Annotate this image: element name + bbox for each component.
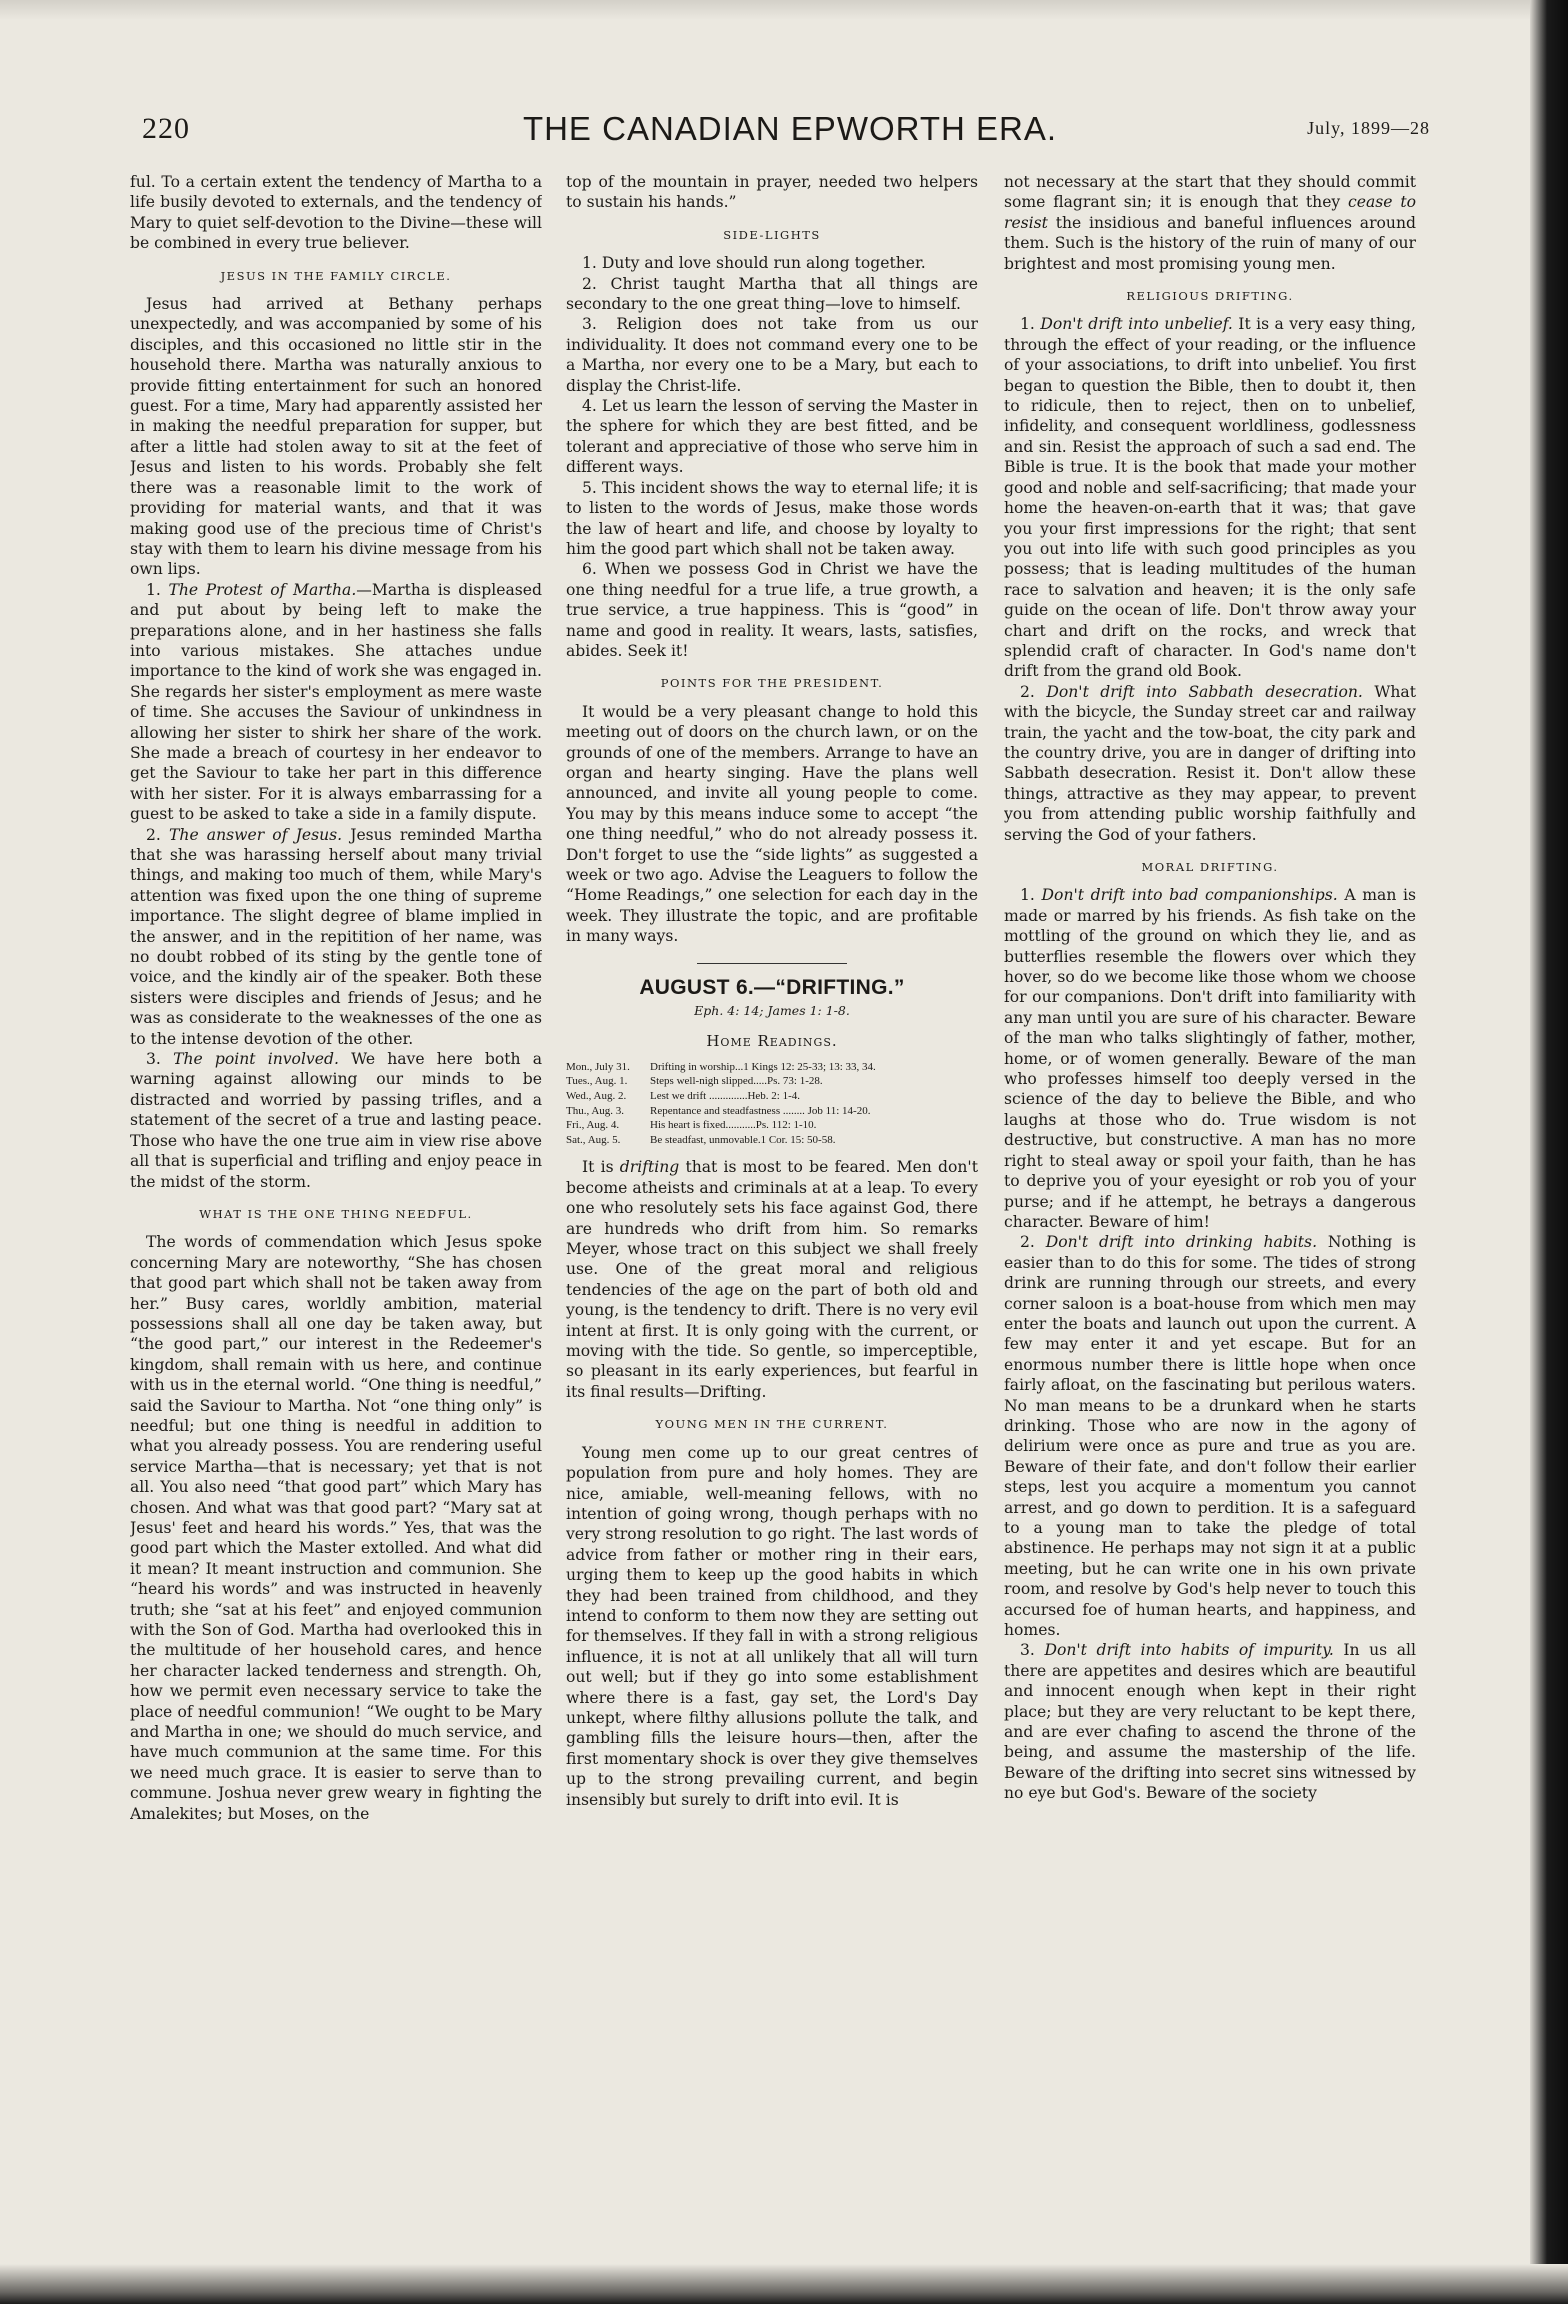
item-heading: The Protest of Martha. [168,580,357,599]
paragraph: Young men come up to our great centres of population from pure and holy homes. They are nice, amiable, well-meaning fellows, with no intention of going wrong, though perhaps with no very strong resolution to go right. The last words of advice from father or mother ring in their ears, urging them to keep up the good habits in which they had been trained from childhood, and they intend to conform to them now they are setting out for themselves. If they fall in with a strong religious influence, it is not at all unlikely that all will turn out well; but if they go into some establishment where there is a fast, gay set, the Lord's Day unkept, where filthy allusions pollute the talk, and gambling fills the leisure hours—then, after the first momentary shock is over they give themselves up to the strong prevailing current, and begin insensibly but surely to drift into evil. It is [566,1443,978,1809]
reading-day: Thu., Aug. 3. [566,1104,625,1117]
item-heading: The point involved. [173,1050,339,1069]
item-number: 2. [146,825,161,844]
reading-row [566,1118,978,1133]
section-heading: SIDE-LIGHTS [723,227,821,242]
list-item: 6. When we possess God in Christ we have the one thing needful for a true life, a true growth, a true service, a true happiness. This is “good” in name and good in reality. It wears, lasts, satisfies, abides. Seek it! [566,560,978,660]
paragraph [1004,1232,1416,1640]
item-number: 3. [146,1050,161,1069]
divider-rule [697,963,847,964]
paragraph [130,1049,542,1192]
paragraph: ful. To a certain extent the tendency of Martha to a life busily devoted to externals, and the tendency of Mary to quiet self-devotion to the Divine—these will be combined in every true believer. [130,173,542,253]
reading-day: Wed., Aug. 2. [566,1090,627,1103]
item-number: 1. [1020,315,1035,334]
section-heading: POINTS FOR THE PRESIDENT. [660,676,884,691]
reading-text: Be steadfast, unmovable.1 Cor. 15: 50-58. [650,1133,836,1146]
item-number: 1. [1020,886,1035,905]
item-text: —Martha is displeased and put about by being left to make the preparations alone, and in her hastiness she falls into various mistakes. She attaches undue importance to the kind of work she was engaged in. She regards her sister's employment as mere waste of time. She accuses the Saviour of unkindness in allowing her sister to shirk her share of the work. She made a breach of courtesy in her endeavor to get the Saviour to take her part in this difference with her sister. For it is always embarrassing for a guest to be asked to take a side in a family dispute. [130,580,542,824]
reading-day: Tues., Aug. 1. [566,1075,628,1088]
scripture-reference: Eph. 4: 14; James 1: 1-8. [694,1003,850,1019]
reading-text: Drifting in worship...1 Kings 12: 25-33; 13: 33, 34. [650,1060,876,1073]
topic-title: AUGUST 6.—“DRIFTING.” [639,975,905,999]
item-text: A man is made or marred by his friends. As fish take on the mottling of the ground on which they lie, and as butterflies resemble the flowers over which they hover, so do we become like those whom we choose for our companions. Don't drift into familiarity with any man until you are sure of his character. Beware of the man who talks slightingly of father, mother, home, or of women generally. Beware of the man who professes himself too deeply versed in the science of the day to believe the Bible, and who laughs at those who do. True wisdom is not destructive, but constructive. A man has no more right to steal away or spoil your faith, than he has to deprive you of your eyesight or rob you of your purse; and if he attempt, he betrays a dangerous character. Beware of him! [1004,886,1416,1231]
emphasis: drifting [619,1158,680,1177]
item-text: We have here both a warning against allowing our minds to be distracted and worried by passing trifles, and a statement of the secret of a true and lasting peace. Those who have the one true aim in view rise above all that is superficial and trifling and enjoy peace in the midst of the storm. [130,1050,542,1191]
text-columns [130,172,1450,2240]
reading-text: Lest we drift ..............Heb. 2: 1-4. [650,1090,800,1103]
reading-day: Fri., Aug. 4. [566,1119,620,1132]
text-run: not necessary at the start that they should commit some flagrant sin; it is enough that they [1004,173,1416,212]
reading-text: Repentance and steadfastness ........ Job 11: 14-20. [650,1104,871,1117]
paragraph [1004,172,1416,274]
paragraph: top of the mountain in prayer, needed two helpers to sustain his hands.” [566,173,978,212]
home-readings-table [566,1060,978,1148]
item-number: 1. [146,580,161,599]
reading-row [566,1074,978,1089]
paragraph [130,825,542,1049]
reading-text: His heart is fixed...........Ps. 112: 1-10. [650,1119,817,1132]
emphasis: cease to resist [1004,193,1416,232]
item-text: It is a very easy thing, through the effect of your reading, or the influence of your associations, to drift into unbelief. You first began to question the Bible, then to doubt it, then to ridicule, then to reject, then on to unbelief, infidelity, and consequent worldliness, godlessness and sin. Resist the approach of such a sad end. The Bible is true. It is the book that made your mother good and noble and self-sacrificing; that made your home the heaven-on-earth that it was; that gave you your first impressions for the right; that sent you out into life with such good principles as you possess; that is leading multitudes of the human race to salvation and heaven; it is the only safe guide on the ocean of life. Don't throw away your chart and drift on the rocks, and wreck that splendid craft of character. In God's name don't drift from the grand old Book. [1004,315,1416,681]
section-heading: MORAL DRIFTING. [1141,860,1279,874]
paragraph [1004,682,1416,845]
readings-heading: Home Readings. [706,1032,838,1051]
item-text: Jesus reminded Martha that she was harassing herself about many trivial things, and making too much of them, while Mary's attention was fixed upon the one thing of supreme importance. The slight degree of blame implied in the answer, and in the repitition of her name, was no doubt robbed of its sting by the gentle tone of voice, and the kindly air of the speaker. Both these sisters were disciples and friends of Jesus; and he was as considerate to the weaknesses of the one as to the intense devotion of the other. [130,825,542,1048]
column-3 [1004,172,1416,2240]
text-run: that is most to be feared. Men don't become atheists and criminals at at a leap. To every one who resolutely sets his face against God, there are hundreds who drift from him. So remarks Meyer, whose tract on this subject we shall freely use. One of the great moral and religious tendencies of the age on the part of both old and young, is the tendency to drift. There is no very evil intent at first. It is only going with the current, or moving with the tide. So gentle, so imperceptible, so pleasant in its early experiences, but fearful in its final results—Drifting. [566,1158,978,1401]
column-2 [566,172,978,2240]
reading-day: Mon., July 31. [566,1060,630,1073]
item-heading: Don't drift into habits of impurity. [1044,1641,1334,1660]
paragraph: It would be a very pleasant change to hold this meeting out of doors on the church lawn, or on the grounds of one of the members. Arrange to have an organ and hearty singing. Have the plans well announced, and invite all young people to come. You may by this means induce some to accept “the one thing needful,” who do not already possess it. Don't forget to use the “side lights” as suggested a week or two ago. Advise the Leaguers to follow the “Home Readings,” one selection for each day in the week. They illustrate the topic, and are profitable in many ways. [566,702,978,946]
reading-row [566,1104,978,1119]
list-item: 5. This incident shows the way to eternal life; it is to listen to the words of Jesus, make those words the law of heart and life, and choose by loyalty to him the good part which shall not be taken away. [566,478,978,558]
section-heading: RELIGIOUS DRIFTING. [1126,289,1294,304]
list-item: 3. Religion does not take from us our individuality. It does not command every one to be a Martha, nor every one to be a Mary, but each to display the Christ-life. [566,315,978,395]
paragraph [1004,885,1416,1232]
reading-row [566,1060,978,1075]
list-item: 1. Duty and love should run along together. [582,254,926,273]
column-1 [130,172,542,2240]
reading-day: Sat., Aug. 5. [566,1133,621,1146]
newspaper-page [130,100,1450,2240]
section-heading: WHAT IS THE ONE THING NEEDFUL. [199,1206,473,1221]
list-item: 4. Let us learn the lesson of serving the Master in the sphere for which they are best fitted, and be tolerant and appreciative of those who serve him in different ways. [566,397,978,477]
item-number: 2. [1020,682,1035,701]
item-text: Nothing is easier than to do this for some. The tides of strong drink are running through our streets, and every corner saloon is a boat-house from which men may enter the boats and launch out upon the current. A few may enter it and yet escape. But for an enormous number there is little hope when once fairly afloat, on the fascinating but perilous waters. No man means to be a drunkard when he starts drinking. Those who are now in the agony of delirium were once as pure and true as you are. Beware of their fate, and don't follow their earlier steps, lest you acquire a momentum you cannot arrest, and go down to perdition. It is a safeguard to a young man to take the pledge of total abstinence. He perhaps may not sign it at a public meeting, but he can write one in his own private room, and resolve by God's help never to touch this accursed foe of human hearts, and happiness, and homes. [1004,1233,1416,1640]
paragraph [1004,1640,1416,1803]
page-number: 220 [142,112,190,145]
paragraph [1004,314,1416,681]
item-heading: Don't drift into Sabbath desecration. [1046,682,1363,701]
paragraph: The words of commendation which Jesus spoke concerning Mary are noteworthy, “She has chosen that good part which shall not be taken away from her.” Busy cares, worldly ambition, material possessions shall all one day be taken away, but “the good part,” our interest in the Redeemer's kingdom, shall remain with us here, and continue with us in the eternal world. “One thing is needful,” said the Saviour to Martha. Not “one thing only” is needful; but one thing is needful in addition to what you already possess. You are rendering useful service Martha—that is necessary; yet that is not all. You also need “that good part” which Mary has chosen. And what was that good part? “Mary sat at Jesus' feet and heard his words.” Yes, that was the good part which the Master extolled. And what did it mean? It meant instruction and communion. She “heard his words” and was instructed in heavenly truth; she “sat at his feet” and enjoyed communion with the Son of God. Martha had overlooked this in the multitude of her household cares, and hence her character lacked tenderness and strength. Oh, how we permit even necessary service to take the place of needful communion! “We ought to be Mary and Martha in one; we should do much service, and have much communion at the same time. For this we need much grace. It is easier to serve than to commune. Joshua never grew weary in fighting the Amalekites; but Moses, on the [130,1233,542,1823]
page-header [130,100,1450,158]
reading-row [566,1089,978,1104]
scan-shadow-right [1530,0,1568,2304]
reading-text: Steps well-nigh slipped.....Ps. 73: 1-28. [650,1075,823,1088]
item-text: What with the bicycle, the Sunday street car and railway train, the yacht and the tow-boat, the city park and the country drive, you are in danger of drifting into Sabbath desecration. Resist it. Don't allow these things, attractive as they may appear, to prevent you from attending public worship faithfully and serving the God of your fathers. [1004,682,1416,844]
item-number: 3. [1020,1641,1035,1660]
reading-row [566,1133,978,1148]
issue-date: July, 1899—28 [1307,118,1430,138]
scan-shadow-top [0,0,1568,20]
section-heading: JESUS IN THE FAMILY CIRCLE. [220,268,452,283]
paragraph: Jesus had arrived at Bethany perhaps unexpectedly, and was accompanied by some of his disciples, and this occasioned no little stir in the household there. Martha was naturally anxious to provide fitting entertainment for such an honored guest. For a time, Mary had apparently assisted her in making the needful preparation for supper, but after a little had stolen away to sit at the feet of Jesus and listen to his words. Probably she felt there was a reasonable limit to the work of providing for material wants, and that it was making good use of the precious time of Christ's stay with them to learn his divine message from his own lips. [130,295,542,579]
paragraph [130,580,542,825]
list-item: 2. Christ taught Martha that all things are secondary to the one great thing—love to himself. [566,274,978,314]
section-heading: YOUNG MEN IN THE CURRENT. [655,1417,889,1432]
paragraph [566,1157,978,1402]
item-heading: Don't drift into bad companionships. [1041,886,1338,905]
text-run: the insidious and baneful influences around them. Such is the history of the ruin of many of our brightest and most promising young men. [1004,213,1416,273]
item-heading: The answer of Jesus. [169,825,343,844]
text-run: It is [582,1158,620,1177]
item-heading: Don't drift into unbelief. [1040,315,1233,334]
publication-title: THE CANADIAN EPWORTH ERA. [522,110,1058,147]
item-text: In us all there are appetites and desires which are beautiful and innocent enough when kept in their right place; but they are very reluctant to be kept there, and are ever chafing to ascend the throne of the being, and assume the mastership of the life. Beware of the drifting into secret sins witnessed by no eye but God's. Beware of the society [1004,1641,1416,1803]
item-heading: Don't drift into drinking habits. [1045,1233,1318,1252]
item-number: 2. [1020,1233,1035,1252]
scan-shadow-bottom [0,2264,1568,2304]
